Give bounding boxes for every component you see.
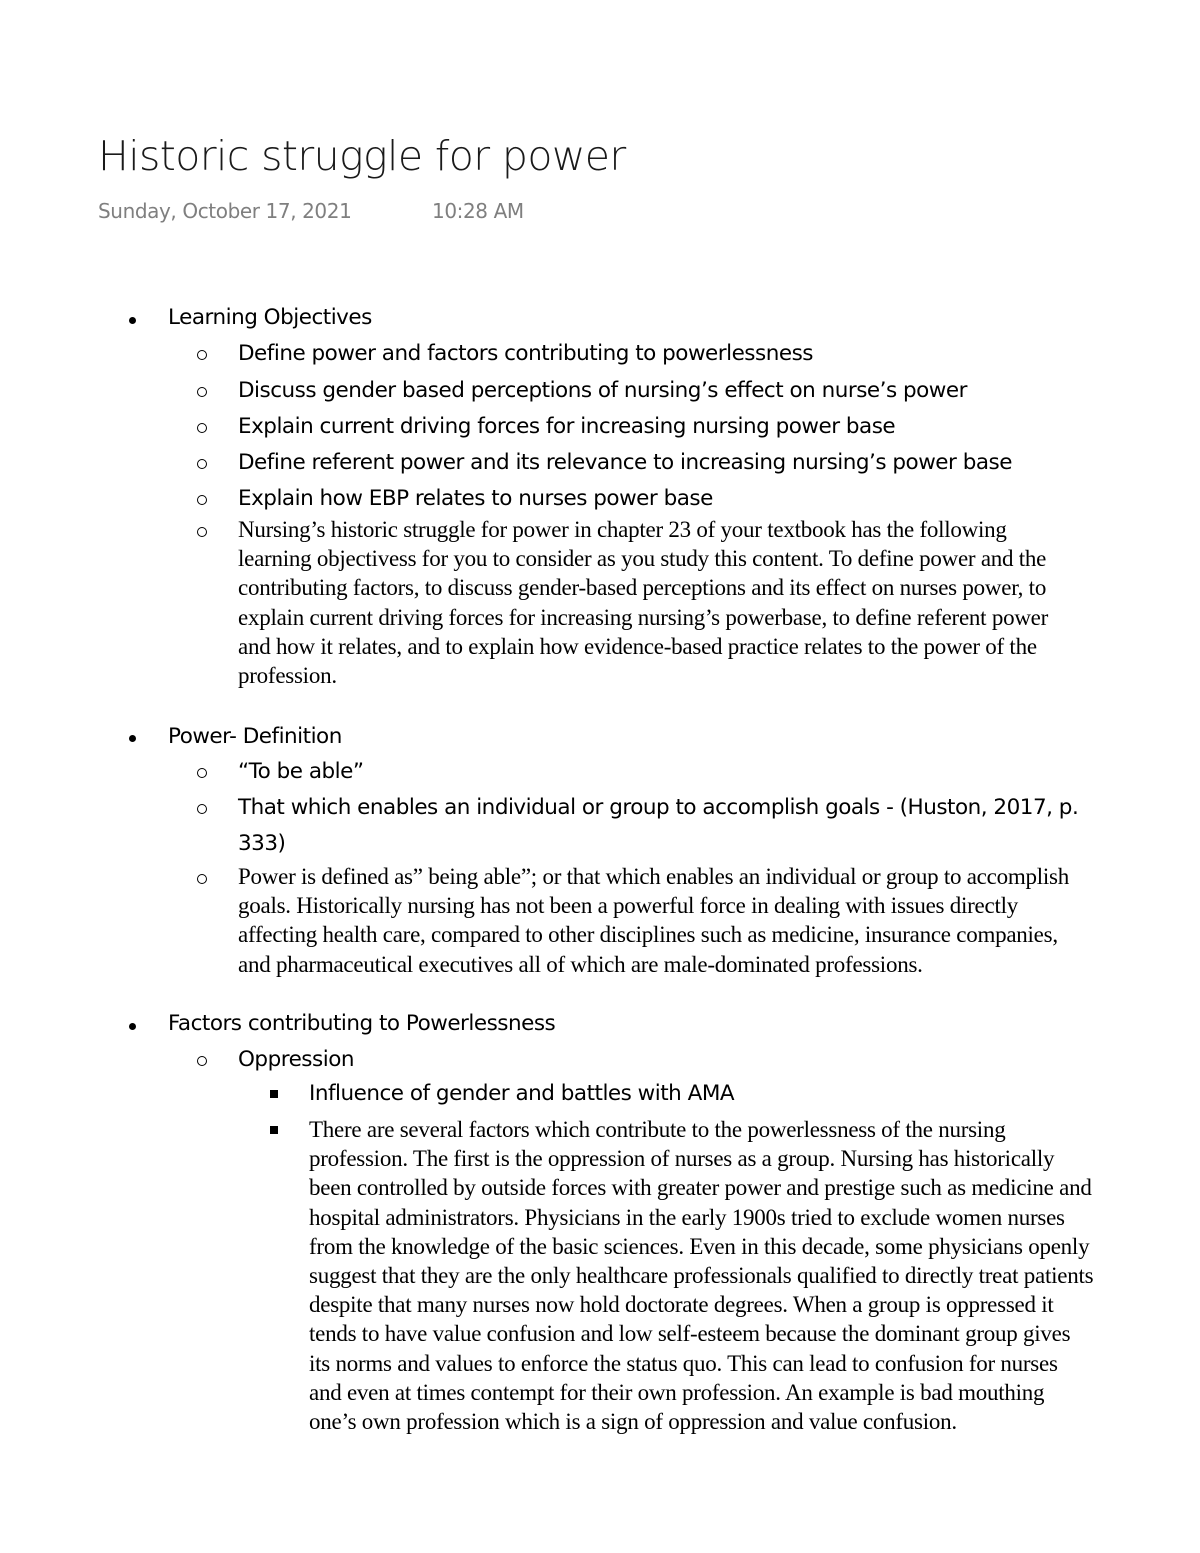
section-heading-learning-objectives: Learning Objectives bbox=[168, 305, 372, 330]
note-line: and how it relates, and to explain how evidence-based practice relates to the power of the bbox=[238, 633, 1037, 659]
note-line: Nursing’s historic struggle for power in chapter 23 of your textbook has the following bbox=[238, 517, 1007, 542]
note-line: from the knowledge of the basic sciences. Even in this decade, some physicians openly bbox=[309, 1233, 1090, 1259]
page-title: Historic struggle for power bbox=[98, 132, 626, 180]
hollow-bullet-icon bbox=[197, 1056, 207, 1066]
section-heading-power-definition: Power- Definition bbox=[168, 724, 342, 749]
hollow-bullet-icon bbox=[197, 874, 207, 884]
hollow-bullet-icon bbox=[197, 495, 207, 505]
hollow-bullet-icon bbox=[197, 768, 207, 778]
section-heading-powerlessness: Factors contributing to Powerlessness bbox=[168, 1011, 556, 1036]
note-line: goals. Historically nursing has not been a powerful force in dealing with issues directly bbox=[238, 893, 1018, 919]
note-line: learning objectivess for you to consider as you study this content. To define power and the bbox=[238, 546, 1047, 572]
note-line: suggest that they are the only healthcare professionals qualified to directly treat patients bbox=[309, 1263, 1094, 1289]
note-line: and pharmaceutical executives all of which are male-dominated professions. bbox=[238, 951, 923, 977]
square-bullet-icon bbox=[270, 1126, 278, 1134]
note-line: explain current driving forces for increasing nursing’s powerbase, to define referent power bbox=[238, 604, 1049, 630]
note-line: tends to have value confusion and low self-esteem because the dominant group gives bbox=[309, 1321, 1071, 1347]
objective-item: Explain how EBP relates to nurses power base bbox=[238, 486, 713, 511]
note-line: There are several factors which contribute to the powerlessness of the nursing bbox=[309, 1117, 1006, 1142]
page-date: Sunday, October 17, 2021 bbox=[98, 199, 352, 223]
note-line: contributing factors, to discuss gender-based perceptions and its effect on nurses power, to bbox=[238, 575, 1047, 601]
note-line: profession. The first is the oppression of nurses as a group. Nursing has historically bbox=[309, 1146, 1055, 1172]
definition-item: “To be able” bbox=[238, 759, 364, 784]
bullet-icon bbox=[129, 317, 136, 324]
subheading-oppression: Oppression bbox=[238, 1047, 354, 1072]
bullet-icon bbox=[129, 735, 136, 742]
note-line: profession. bbox=[238, 663, 337, 689]
note-line: one’s own profession which is a sign of oppression and value confusion. bbox=[309, 1409, 957, 1435]
note-line: despite that many nurses now hold doctorate degrees. When a group is oppressed it bbox=[309, 1292, 1054, 1318]
objective-item: Define referent power and its relevance to increasing nursing’s power base bbox=[238, 450, 1012, 475]
hollow-bullet-icon bbox=[197, 387, 207, 397]
note-line: and even at times contempt for their own profession. An example is bad mouthing bbox=[309, 1379, 1045, 1405]
definition-item-continued: 333) bbox=[238, 831, 286, 856]
learning-objectives-note bbox=[238, 515, 1048, 690]
note-line: affecting health care, compared to other disciplines such as medicine, insurance companies, bbox=[238, 922, 1058, 948]
objective-item: Define power and factors contributing to powerlessness bbox=[238, 341, 813, 366]
note-line: hospital administrators. Physicians in the early 1900s tried to exclude women nurses bbox=[309, 1204, 1065, 1230]
power-definition-note bbox=[238, 862, 1069, 979]
oppression-item: Influence of gender and battles with AMA bbox=[309, 1081, 735, 1106]
bullet-icon bbox=[129, 1023, 136, 1030]
note-line: Power is defined as” being able”; or that which enables an individual or group to accomplish bbox=[238, 864, 1069, 889]
hollow-bullet-icon bbox=[197, 804, 207, 814]
objective-item: Explain current driving forces for increasing nursing power base bbox=[238, 414, 896, 439]
square-bullet-icon bbox=[270, 1090, 278, 1098]
note-line: its norms and values to enforce the status quo. This can lead to confusion for nurses bbox=[309, 1350, 1058, 1376]
page-time: 10:28 AM bbox=[432, 199, 524, 223]
hollow-bullet-icon bbox=[197, 350, 207, 360]
note-line: been controlled by outside forces with greater power and prestige such as medicine and bbox=[309, 1175, 1092, 1201]
definition-item: That which enables an individual or group to accomplish goals - (Huston, 2017, p. bbox=[238, 795, 1079, 820]
hollow-bullet-icon bbox=[197, 423, 207, 433]
powerlessness-note bbox=[309, 1115, 1093, 1436]
objective-item: Discuss gender based perceptions of nursing’s effect on nurse’s power bbox=[238, 378, 967, 403]
hollow-bullet-icon bbox=[197, 459, 207, 469]
hollow-bullet-icon bbox=[197, 527, 207, 537]
